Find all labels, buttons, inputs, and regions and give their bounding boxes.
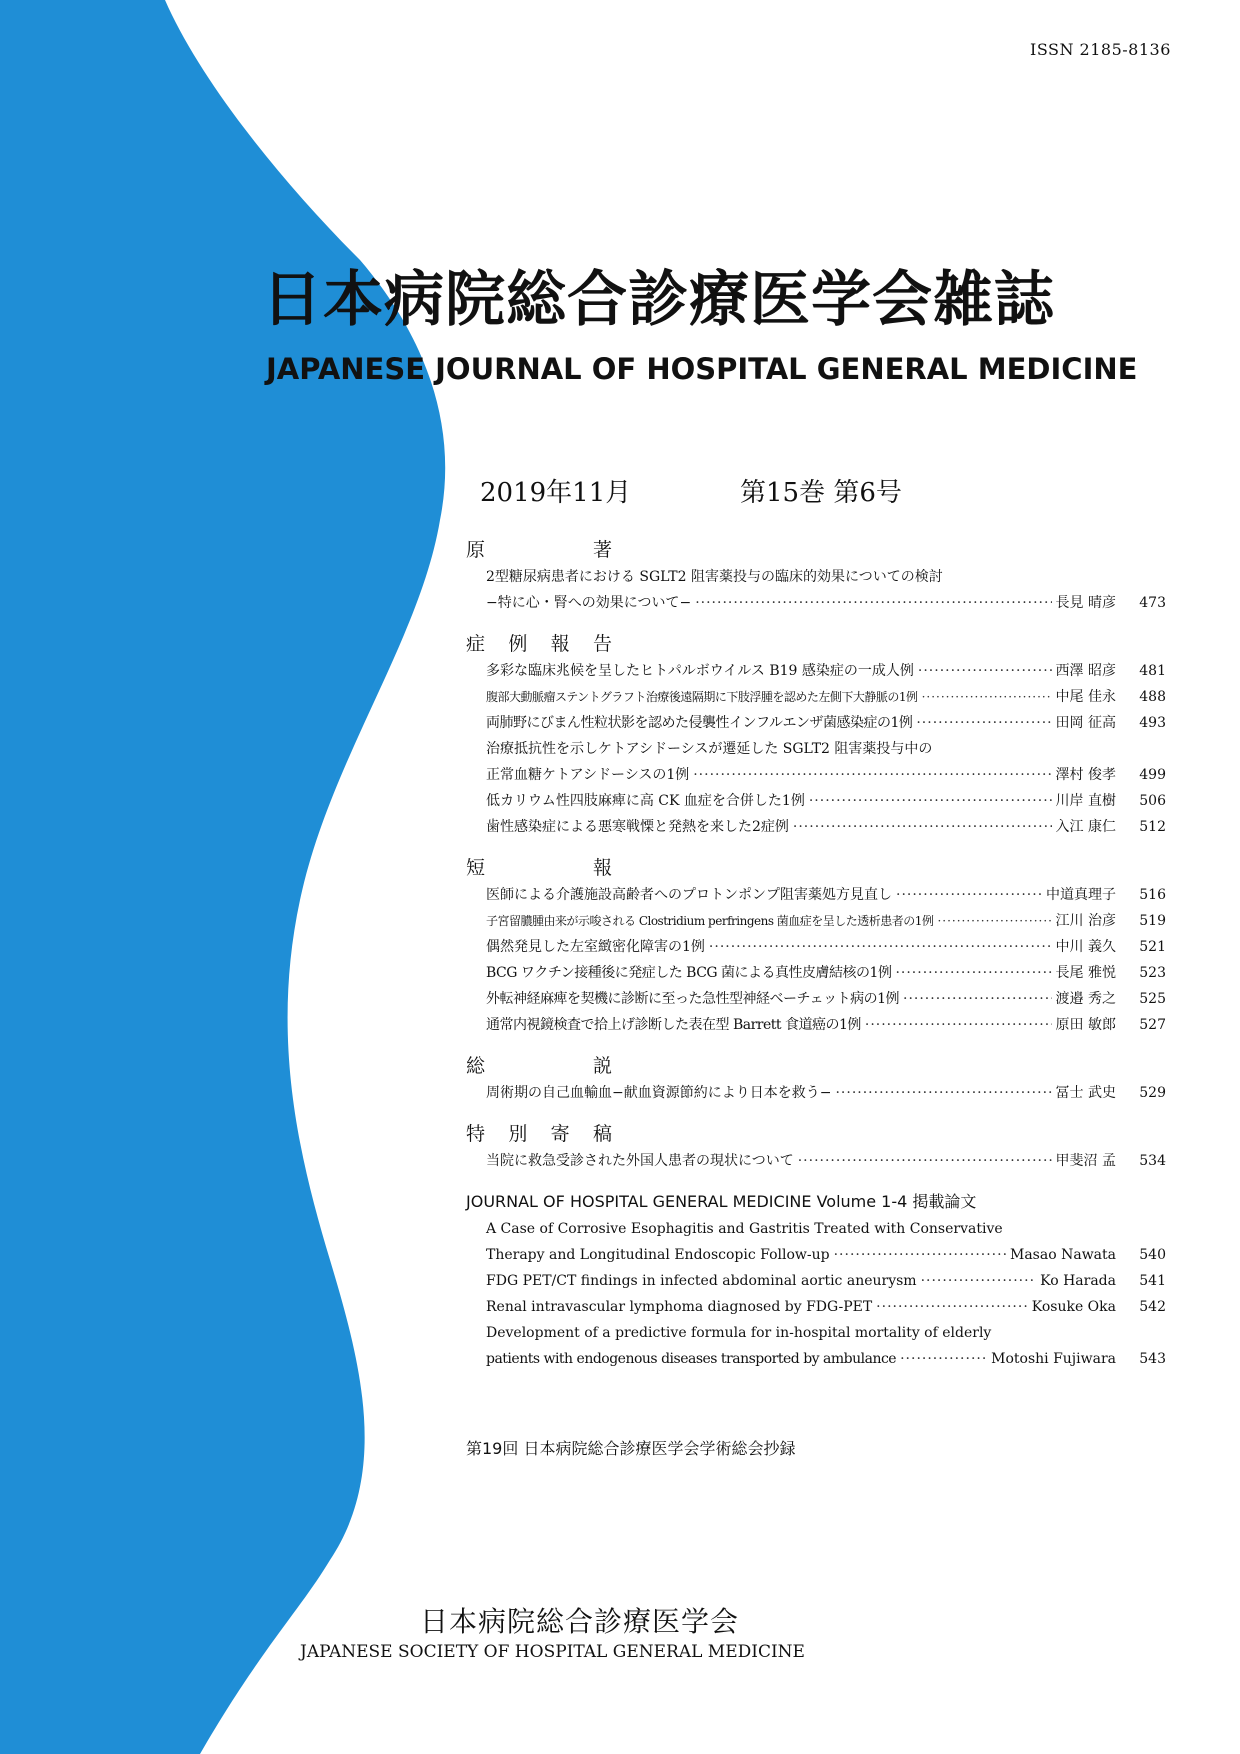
entry-author: 冨士 武史	[1055, 1085, 1116, 1101]
entry-title-line	[486, 736, 1166, 762]
entry-page-number: 527	[1139, 1017, 1166, 1033]
section-heading-text: JOURNAL OF HOSPITAL GENERAL MEDICINE Volume 1-4 掲載論文	[466, 1192, 977, 1211]
toc-section-english-articles	[466, 1188, 1166, 1372]
section-heading-char: 症	[466, 633, 486, 655]
leader-dots	[695, 590, 1051, 616]
entry-page-number: 542	[1139, 1299, 1166, 1315]
toc-entry	[486, 1294, 1166, 1320]
entry-page-number: 529	[1139, 1085, 1166, 1101]
entry-page-number: 521	[1139, 939, 1166, 955]
section-heading-char: 別	[508, 1123, 528, 1145]
publisher-name-japanese: 日本病院総合診療医学会	[420, 1605, 740, 1638]
annual-meeting-abstracts-notice: 第19回 日本病院総合診療医学会学術総会抄録	[466, 1439, 796, 1458]
issue-date: 2019年11月	[480, 478, 632, 508]
toc-section-short-reports	[466, 854, 1166, 1038]
issue-volume-number: 第15巻 第6号	[740, 478, 902, 508]
entry-author: 川岸 直樹	[1055, 793, 1116, 809]
toc-entry	[486, 564, 1166, 616]
entry-author: 渡邉 秀之	[1055, 991, 1116, 1007]
entry-author: 中道真理子	[1046, 887, 1116, 903]
entry-title-text: 外転神経麻痺を契機に診断に至った急性型神経ベーチェット病の1例	[486, 991, 899, 1007]
section-heading	[466, 854, 612, 882]
section-heading-char: 著	[592, 539, 612, 561]
section-heading-char: 告	[592, 633, 612, 655]
section-heading-char: 寄	[550, 1123, 570, 1145]
entry-last-line	[486, 1346, 1166, 1372]
entry-title-text: 低カリウム性四肢麻痺に高 CK 血症を合併した1例	[486, 793, 805, 809]
entry-last-line	[486, 882, 1166, 908]
entry-author: 中川 義久	[1055, 939, 1116, 955]
entry-title-line	[486, 1216, 1166, 1242]
leader-dots	[834, 1242, 1006, 1268]
section-heading	[466, 630, 612, 658]
toc-entry	[486, 788, 1166, 814]
entry-last-line	[486, 590, 1166, 616]
journal-title-english: JAPANESE JOURNAL OF HOSPITAL GENERAL MEDICINE	[266, 352, 1138, 386]
toc-entry	[486, 1216, 1166, 1268]
section-heading-char: 説	[592, 1055, 612, 1077]
publisher-name-english: JAPANESE SOCIETY OF HOSPITAL GENERAL MEDICINE	[300, 1642, 805, 1662]
leader-dots	[709, 934, 1052, 960]
section-heading	[466, 1120, 612, 1148]
entry-author: 甲斐沼 孟	[1055, 1153, 1116, 1169]
entry-title-text: patients with endogenous diseases transported by ambulance	[486, 1351, 897, 1367]
entry-author: 原田 敏郎	[1055, 1017, 1116, 1033]
entry-title-text: 両肺野にびまん性粒状影を認めた侵襲性インフルエンザ菌感染症の1例	[486, 715, 913, 731]
entry-title-text: 治療抵抗性を示しケトアシドーシスが遷延した SGLT2 阻害薬投与中の	[486, 741, 933, 757]
toc-entry	[486, 658, 1166, 684]
entry-page-number: 541	[1139, 1273, 1166, 1289]
entry-author: 江川 治彦	[1055, 913, 1116, 929]
toc-entry	[486, 1268, 1166, 1294]
section-heading	[466, 536, 612, 564]
toc-section-special-contribution	[466, 1120, 1166, 1174]
toc-section-review	[466, 1052, 1166, 1106]
leader-dots	[922, 684, 1052, 710]
entry-last-line	[486, 1012, 1166, 1038]
toc-entry	[486, 882, 1166, 908]
entry-last-line	[486, 762, 1166, 788]
section-heading-char: 特	[466, 1123, 486, 1145]
entry-page-number: 499	[1139, 767, 1166, 783]
toc-entry	[486, 934, 1166, 960]
entry-last-line	[486, 960, 1166, 986]
entry-title-text: Renal intravascular lymphoma diagnosed by FDG-PET	[486, 1299, 873, 1315]
toc-entry	[486, 710, 1166, 736]
entry-last-line	[486, 1080, 1166, 1106]
entry-title-text: A Case of Corrosive Esophagitis and Gastritis Treated with Conservative	[486, 1221, 1003, 1237]
entry-last-line	[486, 986, 1166, 1012]
entry-title-text: BCG ワクチン接種後に発症した BCG 菌による真性皮膚結核の1例	[486, 965, 892, 981]
leader-dots	[921, 1268, 1037, 1294]
leader-dots	[918, 658, 1052, 684]
leader-dots	[895, 960, 1051, 986]
section-heading-char: 例	[508, 633, 528, 655]
entry-page-number: 516	[1139, 887, 1166, 903]
toc-section-case-reports	[466, 630, 1166, 840]
section-heading-char: 短	[466, 857, 486, 879]
entry-author: Kosuke Oka	[1031, 1299, 1116, 1315]
entry-page-number: 540	[1139, 1247, 1166, 1263]
entry-page-number: 543	[1139, 1351, 1166, 1367]
toc-entry	[486, 986, 1166, 1012]
toc-entry	[486, 908, 1166, 934]
entry-author: 入江 康仁	[1055, 819, 1116, 835]
toc-section-original-articles	[466, 536, 1166, 616]
section-heading-char: 稿	[592, 1123, 612, 1145]
entry-author: Motoshi Fujiwara	[991, 1351, 1116, 1367]
entry-page-number: 523	[1139, 965, 1166, 981]
section-heading	[466, 1052, 612, 1080]
leader-dots	[916, 710, 1051, 736]
entry-last-line	[486, 1242, 1166, 1268]
entry-last-line	[486, 710, 1166, 736]
entry-title-text: 多彩な臨床兆候を呈したヒトパルボウイルス B19 感染症の一成人例	[486, 663, 914, 679]
entry-title-line	[486, 1320, 1166, 1346]
entry-last-line	[486, 814, 1166, 840]
entry-page-number: 506	[1139, 793, 1166, 809]
entry-author: Ko Harada	[1040, 1273, 1116, 1289]
entry-title-text: 2型糖尿病患者における SGLT2 阻害薬投与の臨床的効果についての検討	[486, 569, 943, 585]
entry-last-line	[486, 1268, 1166, 1294]
toc-entry	[486, 1320, 1166, 1372]
toc-entry	[486, 1080, 1166, 1106]
entry-last-line	[486, 934, 1166, 960]
entry-last-line	[486, 658, 1166, 684]
entry-last-line	[486, 1148, 1166, 1174]
entry-page-number: 473	[1139, 595, 1166, 611]
entry-page-number: 519	[1139, 913, 1166, 929]
entry-title-text: Development of a predictive formula for in-hospital mortality of elderly	[486, 1325, 992, 1341]
entry-title-text: 歯性感染症による悪寒戦慄と発熱を来した2症例	[486, 819, 789, 835]
section-heading-char: 総	[466, 1055, 486, 1077]
leader-dots	[693, 762, 1051, 788]
toc-entry	[486, 960, 1166, 986]
entry-page-number: 493	[1139, 715, 1166, 731]
entry-title-text: FDG PET/CT findings in infected abdominal aortic aneurysm	[486, 1273, 917, 1289]
entry-page-number: 534	[1139, 1153, 1166, 1169]
entry-title-text: −特に心・腎への効果について−	[486, 595, 692, 611]
entry-title-text: 腹部大動脈瘤ステントグラフト治療後遠隔期に下肢浮腫を認めた左側下大静脈の1例	[486, 690, 918, 704]
entry-page-number: 512	[1139, 819, 1166, 835]
entry-author: 長尾 雅悦	[1055, 965, 1116, 981]
entry-page-number: 525	[1139, 991, 1166, 1007]
section-heading-char: 報	[550, 633, 570, 655]
toc-entry	[486, 814, 1166, 840]
entry-last-line	[486, 1294, 1166, 1320]
entry-title-text: 当院に救急受診された外国人患者の現状について	[486, 1153, 794, 1169]
entry-title-text: 正常血糖ケトアシドーシスの1例	[486, 767, 690, 783]
toc-entry	[486, 684, 1166, 710]
entry-author: 中尾 佳永	[1055, 689, 1116, 705]
entry-title-text: 周術期の自己血輸血−献血資源節約により日本を救う−	[486, 1085, 832, 1101]
leader-dots	[865, 1012, 1052, 1038]
entry-author: 西澤 昭彦	[1055, 663, 1116, 679]
toc-entry	[486, 1148, 1166, 1174]
toc-entry	[486, 736, 1166, 788]
leader-dots	[903, 986, 1052, 1012]
leader-dots	[896, 882, 1042, 908]
leader-dots	[809, 788, 1052, 814]
entry-title-text: 通常内視鏡検査で拾上げ診断した表在型 Barrett 食道癌の1例	[486, 1017, 861, 1033]
entry-last-line	[486, 684, 1166, 710]
section-heading-char: 報	[592, 857, 612, 879]
table-of-contents	[466, 536, 1166, 1386]
section-heading	[466, 1188, 1166, 1216]
leader-dots	[937, 908, 1051, 934]
entry-last-line	[486, 788, 1166, 814]
issn-number: ISSN 2185-8136	[1030, 40, 1171, 59]
entry-author: 長見 晴彦	[1055, 595, 1116, 611]
leader-dots	[876, 1294, 1028, 1320]
entry-title-line	[486, 564, 1166, 590]
journal-title-japanese: 日本病院総合診療医学会雑誌	[262, 265, 1055, 335]
leader-dots	[798, 1148, 1052, 1174]
entry-page-number: 488	[1139, 689, 1166, 705]
entry-last-line	[486, 908, 1166, 934]
leader-dots	[793, 814, 1052, 840]
leader-dots	[900, 1346, 987, 1372]
entry-author: 澤村 俊孝	[1055, 767, 1116, 783]
entry-page-number: 481	[1139, 663, 1166, 679]
entry-title-text: 子宮留膿腫由来が示唆される Clostridium perfringens 菌血症を呈した透析患者の1例	[486, 914, 934, 928]
entry-author: 田岡 征高	[1055, 715, 1116, 731]
entry-title-text: 偶然発見した左室緻密化障害の1例	[486, 939, 705, 955]
toc-entry	[486, 1012, 1166, 1038]
entry-title-text: Therapy and Longitudinal Endoscopic Follow-up	[486, 1247, 830, 1263]
entry-title-text: 医師による介護施設高齢者へのプロトンポンプ阻害薬処方見直し	[486, 887, 892, 903]
section-heading-char: 原	[466, 539, 486, 561]
leader-dots	[835, 1080, 1051, 1106]
entry-author: Masao Nawata	[1010, 1247, 1116, 1263]
